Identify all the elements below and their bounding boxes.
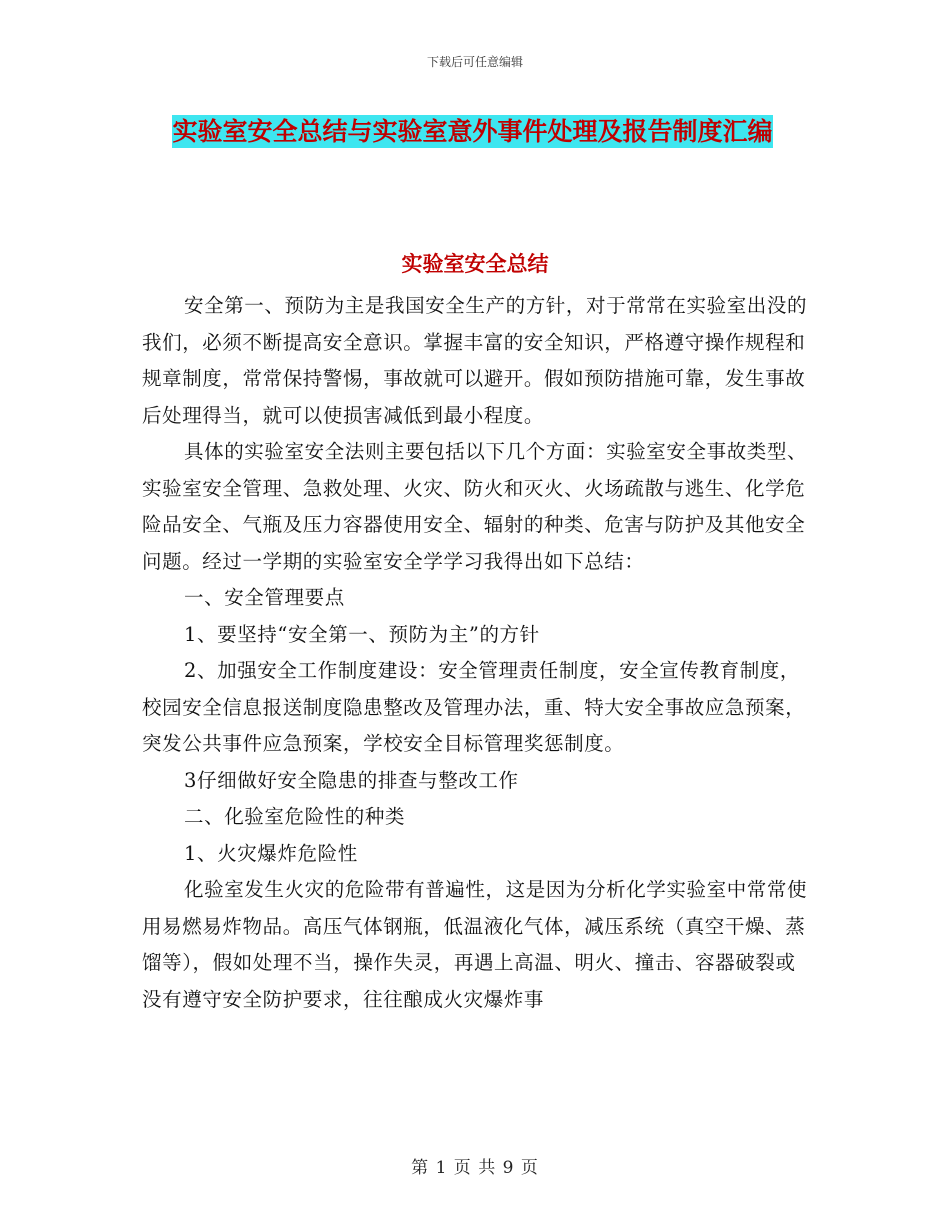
document-body xyxy=(142,288,810,1018)
list-item: 1、火灾爆炸危险性 xyxy=(184,841,358,865)
page-number: 第 1 页 共 9 页 xyxy=(411,1158,539,1178)
heading-hazard-types: 二、化验室危险性的种类 xyxy=(184,805,406,828)
list-item: 1、要坚持“安全第一、预防为主”的方针 xyxy=(184,622,540,646)
page-header-note: 下载后可任意编辑 xyxy=(426,55,523,69)
paragraph: 安全第一、预防为主是我国安全生产的方针，对于常常在实验室出没的我们，必须不断提高安全意识。掌握丰富的安全知识，严格遵守操作规程和规章制度，常常保持警惕，事故就可以避开。假如预防措施可靠，发生事故后处理得当，就可以使损害减低到最小程度。 xyxy=(142,294,808,427)
document-title-text: 实验室安全总结与实验室意外事件处理及报告制度汇编 xyxy=(172,117,773,146)
list-item: 3仔细做好安全隐患的排查与整改工作 xyxy=(184,768,519,792)
document-title xyxy=(140,110,805,154)
section-title: 实验室安全总结 xyxy=(401,252,549,276)
paragraph: 具体的实验室安全法则主要包括以下几个方面：实验室安全事故类型、实验室安全管理、急救处理、火灾、防火和灭火、火场疏散与逃生、化学危险品安全、气瓶及压力容器使用安全、辐射的种类、危害与防护及其他安全问题。经过一学期的实验室安全学学习我得出如下总结： xyxy=(142,440,808,573)
heading-safety-management: 一、安全管理要点 xyxy=(184,586,345,609)
list-item: 2、加强安全工作制度建设：安全管理责任制度，安全宣传教育制度，校园安全信息报送制度隐患整改及管理办法，重、特大安全事故应急预案，突发公共事件应急预案，学校安全目标管理奖惩制度。 xyxy=(142,659,806,755)
paragraph: 化验室发生火灾的危险带有普遍性，这是因为分析化学实验室中常常使用易燃易炸物品。高压气体钢瓶，低温液化气体，减压系统（真空干燥、蒸馏等），假如处理不当，操作失灵，再遇上高温、明火、撞击、容器破裂或没有遵守安全防护要求，往往酿成火灾爆炸事 xyxy=(142,878,808,1011)
